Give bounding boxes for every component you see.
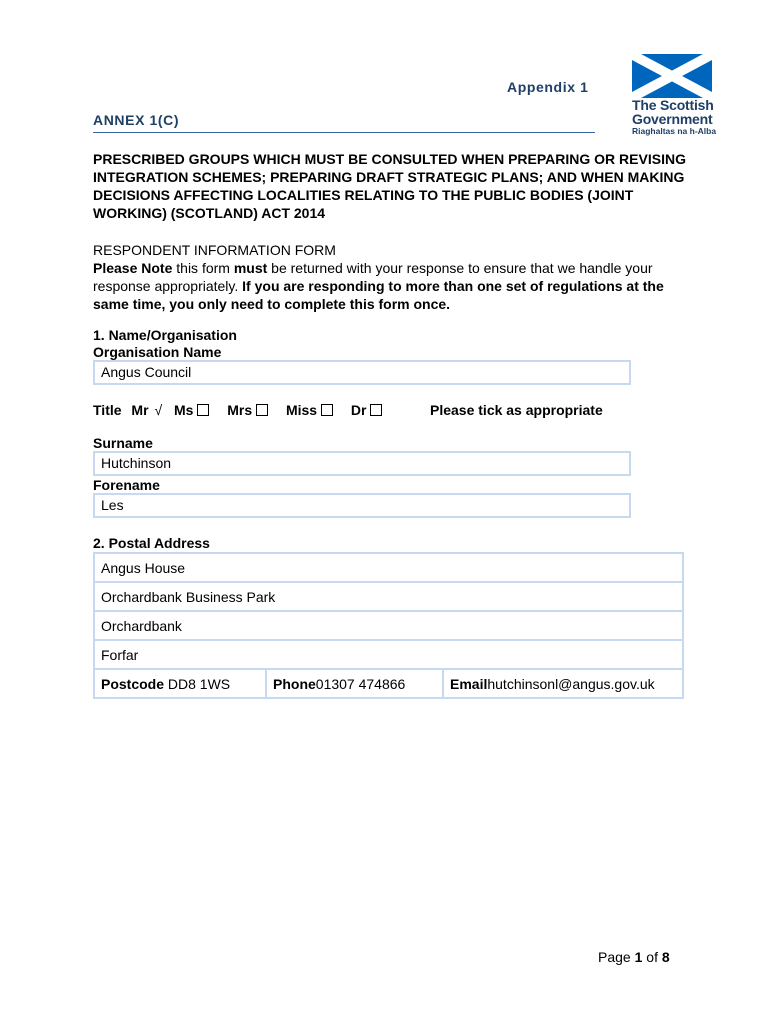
email-label: Email xyxy=(450,675,488,692)
phone-value: 01307 474866 xyxy=(315,675,406,692)
logo-line-3: Riaghaltas na h-Alba xyxy=(632,126,717,136)
section-1-heading: 1. Name/Organisation xyxy=(93,327,237,343)
postal-address-table xyxy=(93,552,684,699)
email-value: hutchinsonl@angus.gov.uk xyxy=(487,675,655,692)
title-dr-label: Dr xyxy=(350,402,367,418)
title-label: Title xyxy=(93,402,122,418)
forename-field[interactable]: Les xyxy=(93,493,631,518)
logo-line-1: The Scottish xyxy=(632,97,714,113)
please-note-paragraph: Please Note this form must be returned with your response to ensure that we handle your response appropriately. If you are responding to more than one set of regulations at the same time, you only need to complete this form once. xyxy=(93,260,664,312)
title-ms-label: Ms xyxy=(174,402,194,418)
address-line-1[interactable]: Angus House xyxy=(94,553,683,582)
phone-label: Phone xyxy=(273,675,316,692)
address-line-4[interactable]: Forfar xyxy=(94,640,683,669)
postcode-label: Postcode xyxy=(101,675,165,692)
postcode-cell[interactable] xyxy=(94,669,266,698)
tick-instruction: Please tick as appropriate xyxy=(430,402,603,418)
page-number: Page 1 of 8 xyxy=(598,949,670,965)
forename-label: Forename xyxy=(93,477,160,493)
title-dr-checkbox[interactable] xyxy=(370,404,382,416)
title-mr-label: Mr xyxy=(131,402,149,418)
title-mrs-label: Mrs xyxy=(227,402,253,418)
annex-label: ANNEX 1(C) xyxy=(93,112,180,128)
surname-field[interactable]: Hutchinson xyxy=(93,451,631,476)
title-ms-checkbox[interactable] xyxy=(197,404,209,416)
section-2-heading: 2. Postal Address xyxy=(93,535,210,551)
email-cell[interactable] xyxy=(443,669,683,698)
document-heading: PRESCRIBED GROUPS WHICH MUST BE CONSULTED WHEN PREPARING OR REVISING INTEGRATION SCHEMES; PREPARING DRAFT STRATEGIC PLANS; AND WHEN MAKING DECISIONS AFFECTING LOCALITIES RELATING TO THE PUBLIC BODIES (JOINT WORKING) (SCOTLAND) ACT 2014 xyxy=(93,151,686,221)
form-title: RESPONDENT INFORMATION FORM xyxy=(93,242,336,258)
surname-label: Surname xyxy=(93,435,153,451)
title-mr-tick[interactable]: √ xyxy=(154,402,163,418)
postcode-value: DD8 1WS xyxy=(164,675,231,692)
organisation-name-field[interactable]: Angus Council xyxy=(93,360,631,385)
address-line-2[interactable]: Orchardbank Business Park xyxy=(94,582,683,611)
annex-divider xyxy=(93,132,595,133)
phone-cell[interactable] xyxy=(266,669,443,698)
title-mrs-checkbox[interactable] xyxy=(256,404,268,416)
address-line-3[interactable]: Orchardbank xyxy=(94,611,683,640)
title-row xyxy=(93,401,382,419)
title-miss-checkbox[interactable] xyxy=(321,404,333,416)
appendix-label: Appendix 1 xyxy=(507,79,589,95)
organisation-name-label: Organisation Name xyxy=(93,344,222,360)
saltire-flag-icon xyxy=(632,54,712,98)
logo-line-2: Government xyxy=(632,111,713,127)
title-miss-label: Miss xyxy=(285,402,318,418)
